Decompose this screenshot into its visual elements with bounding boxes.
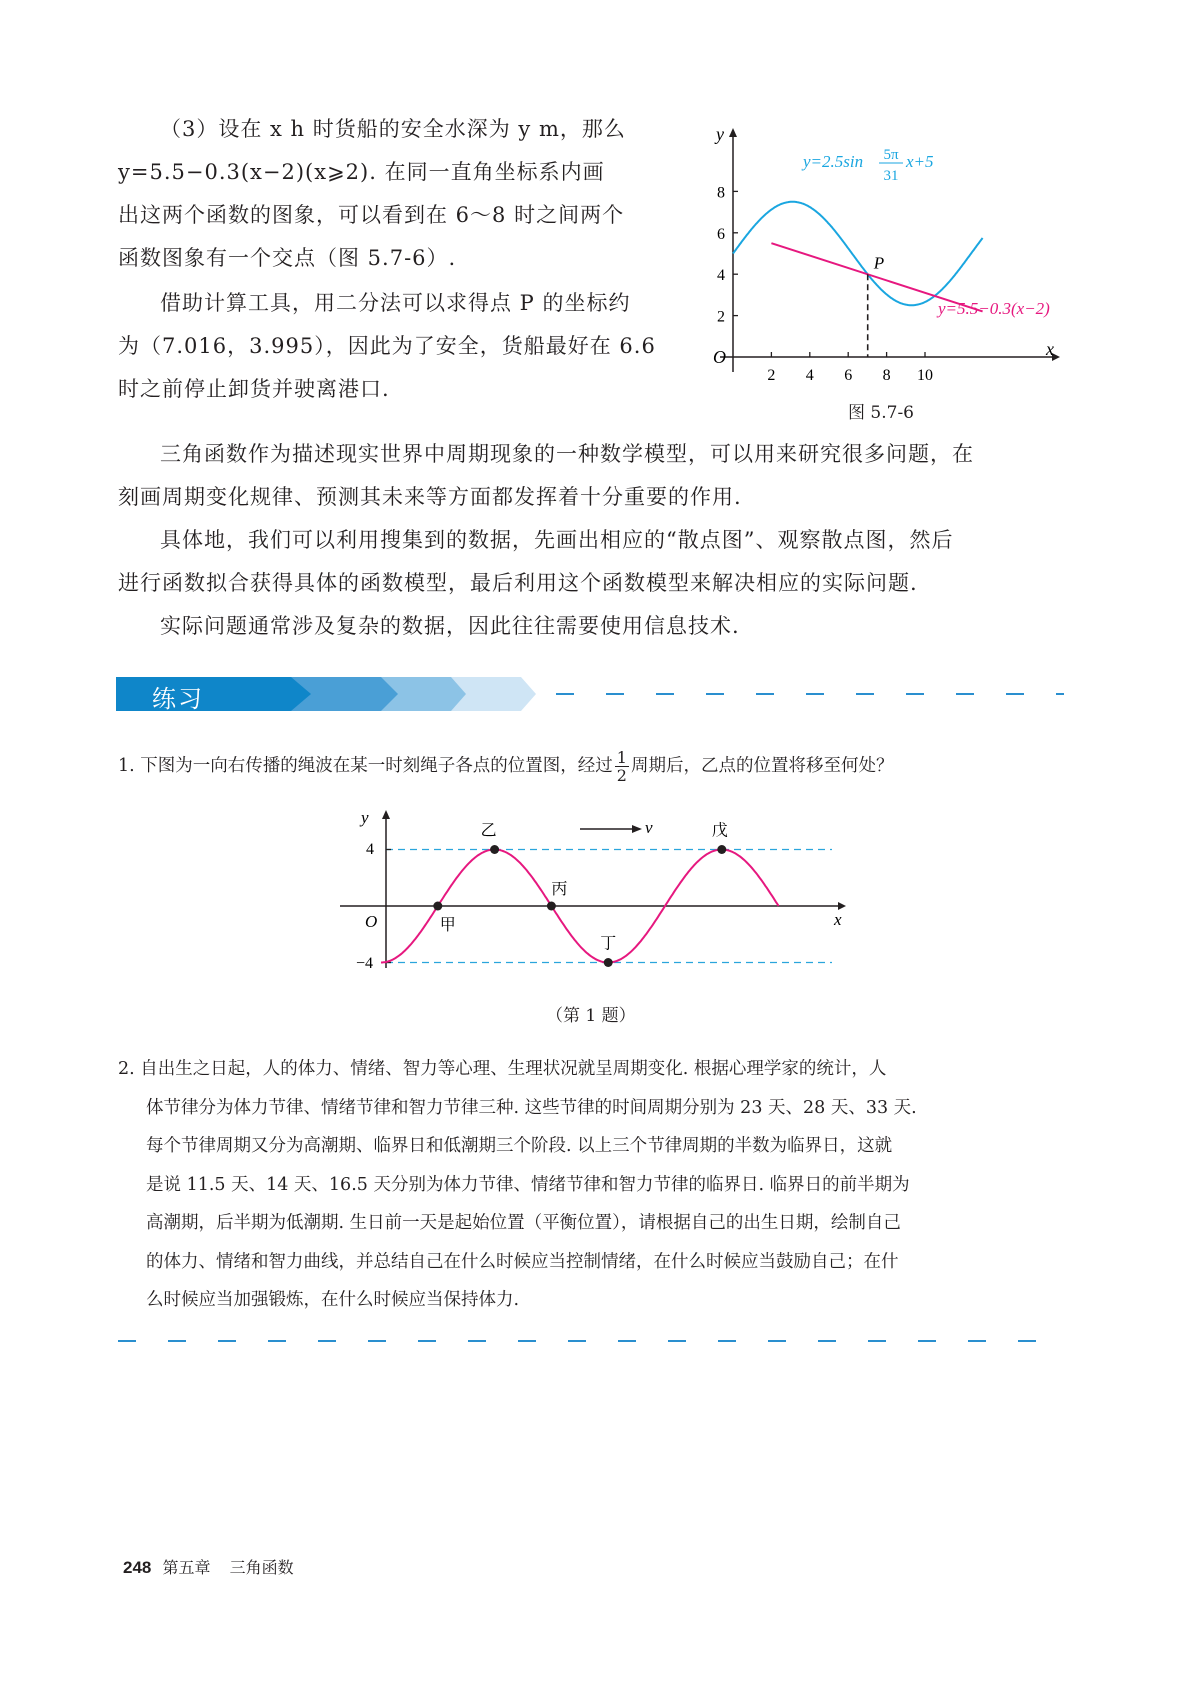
wave-point-label: 甲 bbox=[439, 915, 456, 934]
paragraph-info-tech bbox=[118, 605, 740, 648]
x-tick-label: 2 bbox=[767, 367, 776, 384]
sine-curve-label bbox=[801, 152, 863, 171]
point-p-label: P bbox=[873, 253, 885, 273]
sine-label-suffix: x+5 bbox=[906, 152, 934, 171]
text-line: 体节律分为体力节律、情绪节律和智力节律三种. 这些节律的时间周期分别为 23 天、28 天、33 天. bbox=[146, 1097, 917, 1118]
wave-point-label: 乙 bbox=[480, 820, 497, 840]
chapter-label: 第五章 bbox=[162, 1558, 211, 1577]
text-line: 函数图象有一个交点（图 5.7-6）. bbox=[118, 246, 457, 270]
origin-label: O bbox=[365, 912, 378, 931]
text-line: 出这两个函数的图象，可以看到在 6～8 时之间两个 bbox=[118, 203, 625, 227]
origin-label: O bbox=[713, 347, 726, 367]
x-tick-label: 8 bbox=[882, 367, 891, 384]
x-tick-label: 4 bbox=[805, 367, 814, 384]
x-tick-label: 6 bbox=[844, 367, 853, 384]
line-curve-label: y=5.5−0.3(x−2) bbox=[938, 299, 1050, 318]
exercise-1-suffix: 周期后，乙点的位置将移至何处？ bbox=[630, 756, 894, 776]
exercise-2 bbox=[118, 1050, 917, 1320]
y-tick-label: 6 bbox=[717, 225, 725, 243]
page-number: 248 bbox=[123, 1558, 152, 1577]
wave-point bbox=[433, 902, 442, 911]
axes bbox=[340, 810, 846, 968]
text-line: 时之前停止卸货并驶离港口. bbox=[118, 377, 390, 401]
text-line: 为（7.016，3.995），因此为了安全，货船最好在 6.6 bbox=[118, 334, 656, 358]
sine-label-frac-num: 5π bbox=[883, 147, 899, 163]
y-tick-label: 4 bbox=[717, 267, 725, 285]
practice-title: 练习 bbox=[152, 685, 204, 713]
y-tick-bottom: −4 bbox=[356, 955, 374, 972]
fraction-half bbox=[615, 749, 629, 784]
wave-point-label: 丙 bbox=[551, 879, 568, 898]
text-line: 三角函数作为描述现实世界中周期现象的一种数学模型，可以用来研究很多问题，在 bbox=[160, 442, 974, 466]
text-line: （3）设在 x h 时货船的安全水深为 y m，那么 bbox=[160, 117, 626, 141]
x-tick-label: 10 bbox=[917, 367, 933, 384]
paragraph-bisection bbox=[118, 282, 656, 411]
text-line: 进行函数拟合获得具体的函数模型，最后利用这个函数模型来解决相应的实际问题. bbox=[118, 571, 918, 595]
sine-curve bbox=[733, 202, 983, 305]
text-line: 高潮期，后半期为低潮期. 生日前一天是起始位置（平衡位置），请根据自己的出生日期，绘制自己 bbox=[146, 1213, 901, 1233]
text-line: y=5.5−0.3(x−2)(x⩾2). 在同一直角坐标系内画 bbox=[118, 160, 605, 184]
sine-label-prefix: y=2.5sin bbox=[803, 152, 864, 171]
y-tick-label: 2 bbox=[717, 308, 725, 326]
figure-5-7-6 bbox=[700, 118, 1080, 388]
wave-point bbox=[547, 902, 556, 911]
text-line: 具体地，我们可以利用搜集到的数据，先画出相应的“散点图”、观察散点图，然后 bbox=[160, 528, 954, 552]
text-line: 每个节律周期又分为高潮期、临界日和低潮期三个阶段. 以上三个节律周期的半数为临界日，这就 bbox=[146, 1136, 893, 1156]
axes bbox=[717, 128, 1060, 384]
chapter-title: 三角函数 bbox=[229, 1558, 294, 1577]
text-line: 刻画周期变化规律、预测其未来等方面都发挥着十分重要的作用. bbox=[118, 485, 742, 509]
y-axis-arrow bbox=[382, 810, 390, 819]
paragraph-fitting bbox=[118, 519, 953, 605]
text-line: 是说 11.5 天、14 天、16.5 天分别为体力节律、情绪节律和智力节律的临界日. 临界日的前半期为 bbox=[146, 1174, 910, 1195]
wave-point bbox=[717, 845, 726, 854]
banner-arrow-main bbox=[116, 677, 311, 711]
figure-rope-wave bbox=[330, 800, 850, 980]
paragraph-trig-model bbox=[118, 433, 974, 519]
exercise-1 bbox=[118, 747, 893, 786]
practice-divider-top bbox=[556, 693, 1064, 695]
sine-label-frac-den: 31 bbox=[883, 168, 899, 184]
figure-5-7-6-caption: 图 5.7-6 bbox=[848, 403, 914, 423]
paragraph-safe-depth bbox=[118, 108, 626, 280]
page-footer bbox=[123, 1555, 294, 1578]
text-line: 么时候应当加强锻炼，在什么时候应当保持体力. bbox=[146, 1290, 520, 1310]
wave-point-label: 戊 bbox=[711, 820, 728, 840]
y-tick-label: 8 bbox=[717, 184, 725, 202]
wave-points bbox=[433, 821, 728, 968]
x-axis-label: x bbox=[1046, 339, 1054, 359]
y-axis-arrow bbox=[729, 128, 737, 137]
fraction-numerator: 1 bbox=[616, 748, 627, 767]
wave-point-label: 丁 bbox=[600, 933, 617, 953]
figure-rope-wave-caption: （第 1 题） bbox=[546, 1006, 636, 1026]
practice-divider-bottom bbox=[118, 1340, 1064, 1342]
text-line: 2. 自出生之日起，人的体力、情绪、智力等心理、生理状况就呈周期变化. 根据心理学家的统计，人 bbox=[118, 1059, 887, 1079]
y-axis-label: y bbox=[361, 808, 369, 827]
text-line: 借助计算工具，用二分法可以求得点 P 的坐标约 bbox=[160, 291, 631, 315]
fraction-denominator: 2 bbox=[616, 766, 627, 785]
text-line: 实际问题通常涉及复杂的数据，因此往往需要使用信息技术. bbox=[160, 614, 740, 638]
x-axis-label: x bbox=[834, 910, 842, 929]
velocity-arrow-head bbox=[632, 825, 642, 833]
y-tick-top: 4 bbox=[366, 841, 374, 858]
exercise-1-prefix: 1. 下图为一向右传播的绳波在某一时刻绳子各点的位置图，经过 bbox=[118, 756, 613, 776]
wave-point bbox=[490, 845, 499, 854]
wave-point bbox=[604, 958, 613, 967]
text-line: 的体力、情绪和智力曲线，并总结自己在什么时候应当控制情绪，在什么时候应当鼓励自己；在什 bbox=[146, 1251, 899, 1272]
velocity-label: v bbox=[645, 818, 653, 837]
x-axis-arrow bbox=[838, 902, 846, 910]
y-axis-label: y bbox=[716, 124, 724, 144]
